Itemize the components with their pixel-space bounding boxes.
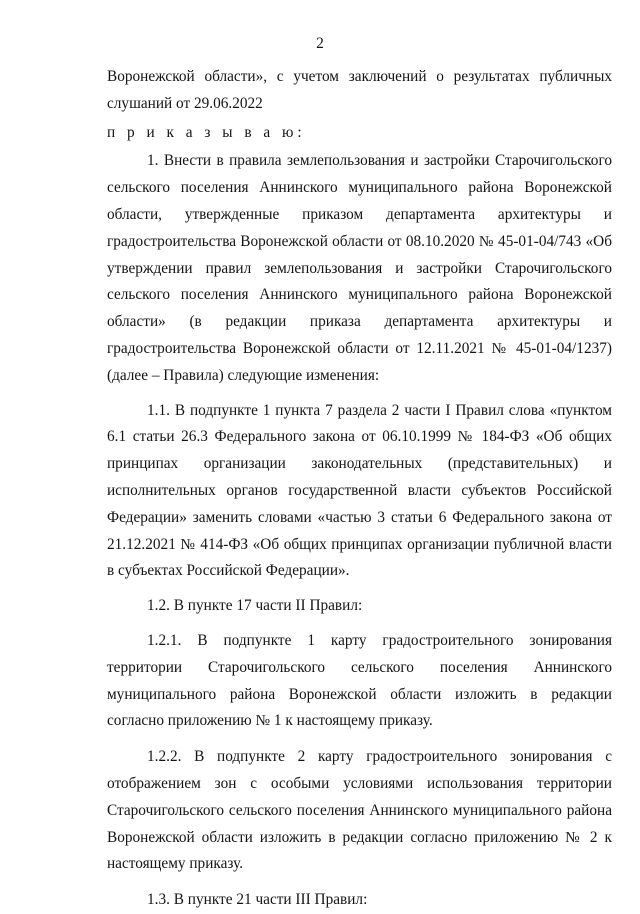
page-number: 2	[316, 35, 324, 52]
paragraph-item-1-2-1: 1.2.1. В подпункте 1 карту градостроительного зонирования территории Старочигольского сельского поселения Аннинского муниципального района Воронежской области изложить в редакции согласно приложению № 1 к настоящему приказу.	[107, 631, 612, 730]
paragraph-item-1-2-2: 1.2.2. В подпункте 2 карту градостроительного зонирования с отображением зон с особыми условиями использования территории Старочигольского сельского поселения Аннинского муниципального района Воронежской области изложить в редакции согласно приложению № 2 к настоящему приказу.	[107, 748, 612, 873]
paragraph-item-1-2: 1.2. В пункте 17 части II Правил:	[147, 597, 363, 615]
document-body	[107, 64, 612, 914]
paragraph-item-1: 1. Внести в правила землепользования и застройки Старочигольского сельского поселения Аннинского муниципального района Воронежской области, утвержденные приказом департамента архитектуры и градостроительства Воронежской области от 08.10.2020 № 45-01-04/743 «Об утверждении правил землепользования и застройки Старочигольского сельского поселения Аннинского муниципального района Воронежской области» (в редакции приказа департамента архитектуры и градостроительства Воронежской области от 12.11.2021 № 45-01-04/1237) (далее – Правила) следующие изменения:	[107, 152, 612, 384]
paragraph-item-1-1: 1.1. В подпункте 1 пункта 7 раздела 2 части I Правил слова «пунктом 6.1 статьи 26.3 Федерального закона от 06.10.1999 № 184-ФЗ «Об общих принципах организации законодательных (представительных) и исполнительных органов государственной власти субъектов Российской Федерации» заменить словами «частью 3 статьи 6 Федерального закона от 21.12.2021 № 414-ФЗ «Об общих принципах организации публичной власти в субъектах Российской Федерации».	[107, 401, 612, 580]
paragraph-intro-continuation: Воронежской области», с учетом заключений о результатах публичных слушаний от 29.06.2022	[107, 68, 612, 112]
paragraph-item-1-3: 1.3. В пункте 21 части III Правил:	[147, 891, 368, 909]
order-heading: п р и к а з ы в а ю:	[107, 123, 306, 141]
